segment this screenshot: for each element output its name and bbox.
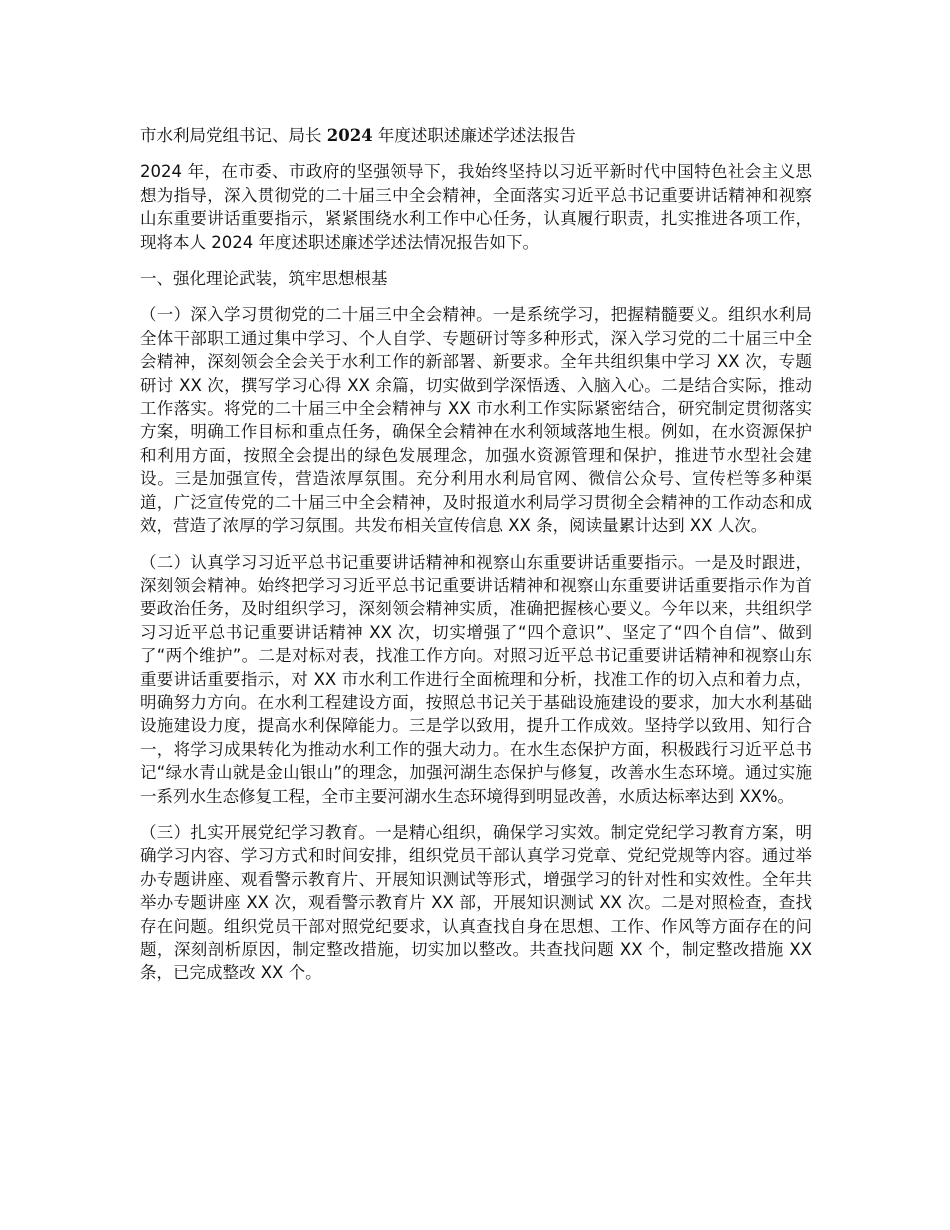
subsection-paragraph-1: （一）深入学习贯彻党的二十届三中全会精神。一是系统学习，把握精髓要义。组织水利局全体干部职工通过集中学习、个人自学、专题研讨等多种形式，深入学习党的二十届三中全会精神，深刻领会全会关于水利工作的新部署、新要求。全年共组织集中学习 XX 次，专题研讨 XX 次，撰写学习心得 XX 余篇，切实做到学深悟透、入脑入心。二是结合实际，推动工作落实。将党的二十届三中全会精神与 XX 市水利工作实际紧密结合，研究制定贯彻落实方案，明确工作目标和重点任务，确保全会精神在水利领域落地生根。例如，在水资源保护和利用方面，按照全会提出的绿色发展理念，加强水资源管理和保护，推进节水型社会建设。三是加强宣传，营造浓厚氛围。充分利用水利局官网、微信公众号、宣传栏等多种渠道，广泛宣传党的二十届三中全会精神，及时报道水利局学习贯彻全会精神的工作动态和成效，营造了浓厚的学习氛围。共发布相关宣传信息 XX 条，阅读量累计达到 XX 人次。 [140,305,812,536]
subsection-paragraph-2: （二）认真学习习近平总书记重要讲话精神和视察山东重要讲话重要指示。一是及时跟进，深刻领会精神。始终把学习习近平总书记重要讲话精神和视察山东重要讲话重要指示作为首要政治任务，及时组织学习，深刻领会精神实质，准确把握核心要义。今年以来，共组织学习习近平总书记重要讲话精神 XX 次，切实增强了“四个意识”、坚定了“四个自信”、做到了“两个维护”。二是对标对表，找准工作方向。对照习近平总书记重要讲话精神和视察山东重要讲话重要指示，对 XX 市水利工作进行全面梳理和分析，找准工作的切入点和着力点，明确努力方向。在水利工程建设方面，按照总书记关于基础设施建设的要求，加大水利基础设施建设力度，提高水利保障能力。三是学以致用，提升工作成效。坚持学以致用、知行合一，将学习成果转化为推动水利工作的强大动力。在水生态保护方面，积极践行习近平总书记“绿水青山就是金山银山”的理念，加强河湖生态保护与修复，改善水生态环境。通过实施一系列水生态修复工程，全市主要河湖水生态环境得到明显改善，水质达标率达到 XX%。 [140,552,812,806]
subsection-paragraph-3: （三）扎实开展党纪学习教育。一是精心组织，确保学习实效。制定党纪学习教育方案，明确学习内容、学习方式和时间安排，组织党员干部认真学习党章、党纪党规等内容。通过举办专题讲座、观看警示教育片、开展知识测试等形式，增强学习的针对性和实效性。全年共举办专题讲座 XX 次，观看警示教育片 XX 部，开展知识测试 XX 次。二是对照检查，查找存在问题。组织党员干部对照党纪要求，认真查找自身在思想、工作、作风等方面存在的问题，深刻剖析原因，制定整改措施，切实加以整改。共查找问题 XX 个，制定整改措施 XX 条，已完成整改 XX 个。 [140,822,812,983]
section-heading: 一、强化理论武装，筑牢思想根基 [140,269,388,289]
title-suffix: 年度述职述廉述学述法报告 [372,126,576,145]
document-body [140,124,812,998]
title-year: 2024 [326,126,373,145]
document-title [140,124,812,147]
title-prefix: 市水利局党组书记、局长 [140,126,327,145]
intro-paragraph: 2024 年，在市委、市政府的坚强领导下，我始终坚持以习近平新时代中国特色社会主义思想为指导，深入贯彻党的二十届三中全会精神，全面落实习近平总书记重要讲话精神和视察山东重要讲话重要指示，紧紧围绕水利工作中心任务，认真履行职责，扎实推进各项工作，现将本人 2024 年度述职述廉述学述法情况报告如下。 [140,162,812,252]
